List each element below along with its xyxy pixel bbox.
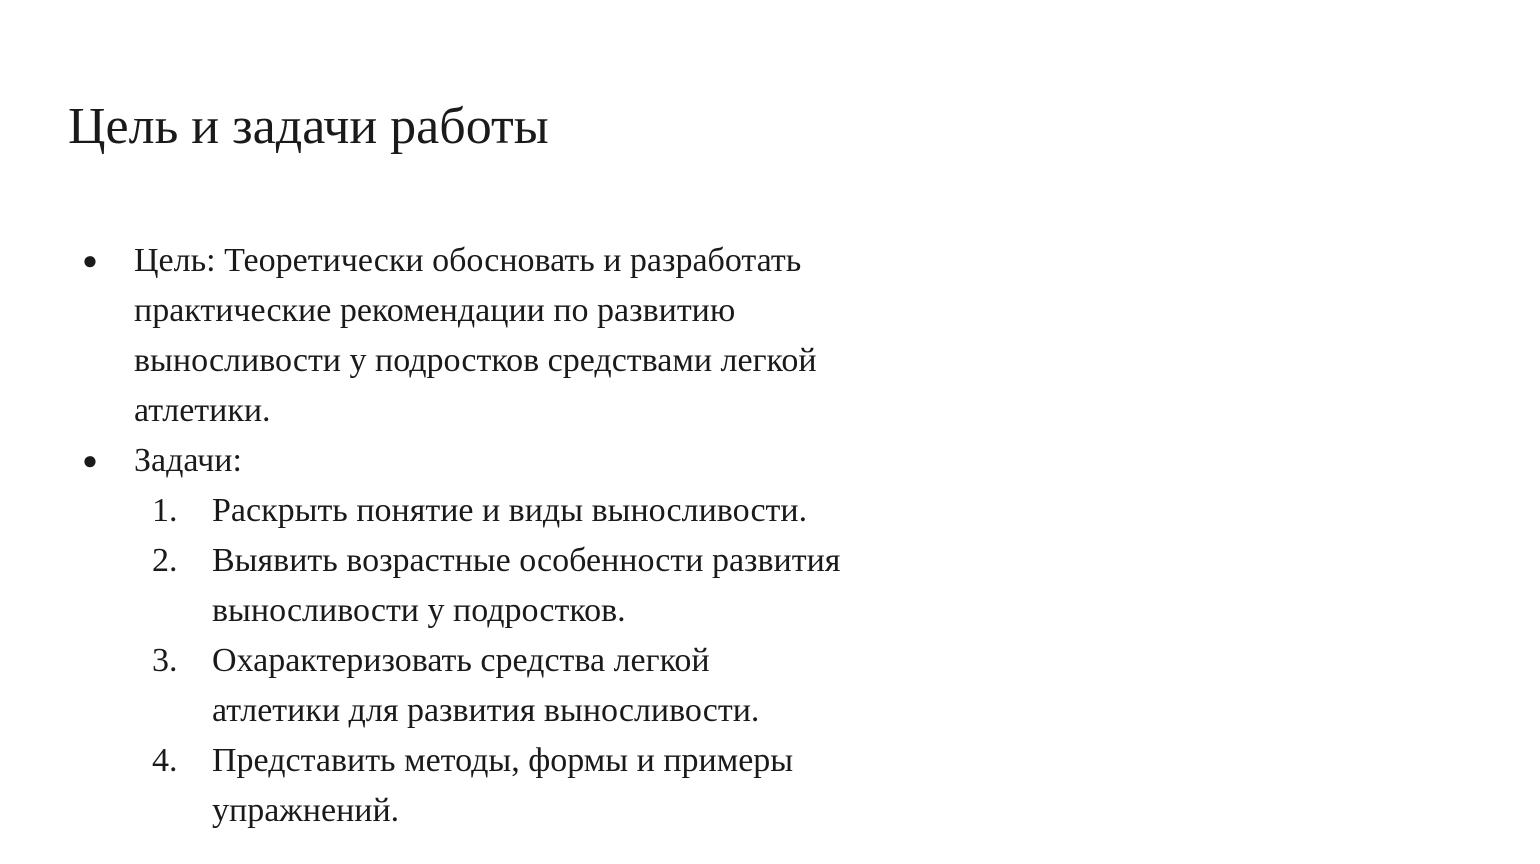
task-line: Выявить возрастные особенности развития	[212, 542, 841, 579]
goal-line: выносливости у подростков средствами легкой	[134, 342, 817, 379]
bullet-icon: ●	[82, 246, 98, 275]
task-line: выносливости у подростков.	[212, 592, 626, 629]
goal-bullet-item	[78, 236, 908, 436]
goal-line: практические рекомендации по развитию	[134, 292, 736, 329]
goal-text	[134, 236, 894, 436]
task-number: 2.	[152, 542, 178, 579]
task-text	[212, 536, 902, 636]
task-line: Представить методы, формы и примеры	[212, 742, 794, 779]
task-item	[78, 486, 908, 536]
task-text	[212, 736, 902, 836]
task-number: 3.	[152, 642, 178, 679]
task-item	[78, 636, 908, 736]
task-item	[78, 536, 908, 636]
goal-line: Цель: Теоретически обосновать и разработать	[134, 242, 802, 279]
slide-title: Цель и задачи работы	[68, 98, 549, 155]
task-number: 4.	[152, 742, 178, 779]
tasks-numbered-list	[78, 486, 908, 836]
tasks-bullet-item	[78, 436, 908, 486]
slide-body	[78, 236, 908, 836]
task-line: атлетики для развития выносливости.	[212, 692, 760, 729]
tasks-label: Задачи:	[134, 442, 242, 479]
task-line: Раскрыть понятие и виды выносливости.	[212, 492, 808, 529]
task-item	[78, 736, 908, 836]
task-number: 1.	[152, 492, 178, 529]
bullet-icon: ●	[82, 446, 98, 475]
goal-line: атлетики.	[134, 392, 271, 429]
task-text	[212, 636, 902, 736]
task-text	[212, 486, 902, 536]
task-line: Охарактеризовать средства легкой	[212, 642, 710, 679]
task-line: упражнений.	[212, 792, 400, 829]
